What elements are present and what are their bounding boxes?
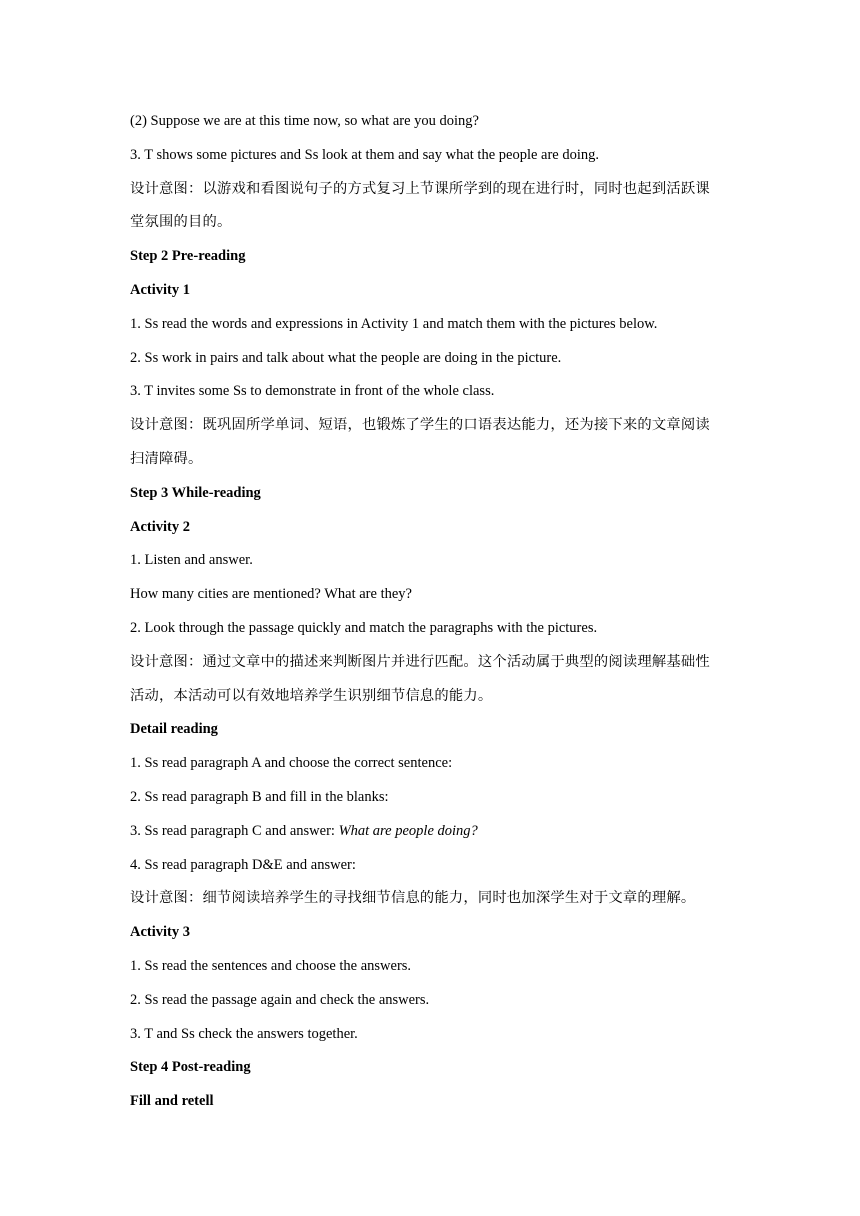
design-intent-line: 设计意图：以游戏和看图说句子的方式复习上节课所学到的现在进行时，同时也起到活跃课 <box>130 180 710 197</box>
subsection-heading: Detail reading <box>130 721 218 738</box>
text-line: 1. Ss read the words and expressions in Activity 1 and match them with the pictures below. <box>130 315 658 332</box>
activity-heading: Activity 3 <box>130 924 190 941</box>
text-line: How many cities are mentioned? What are they? <box>130 586 412 603</box>
text-line <box>130 815 740 849</box>
design-intent-line: 设计意图：通过文章中的描述来判断图片并进行匹配。这个活动属于典型的阅读理解基础性 <box>130 653 710 670</box>
text-line: 2. Look through the passage quickly and match the paragraphs with the pictures. <box>130 619 598 636</box>
document-body <box>130 105 740 1119</box>
text-line: 1. Ss read the sentences and choose the answers. <box>130 957 412 974</box>
activity-heading: Activity 2 <box>130 518 190 535</box>
design-intent-line: 堂氛围的目的。 <box>130 214 232 231</box>
design-intent-line: 扫清障碍。 <box>130 450 203 467</box>
text-line: 4. Ss read paragraph D&E and answer: <box>130 856 356 873</box>
italic-question: What are people doing? <box>338 822 478 839</box>
text-line: 2. Ss read paragraph B and fill in the blanks: <box>130 788 389 805</box>
text-line: 3. T invites some Ss to demonstrate in front of the whole class. <box>130 383 495 400</box>
section-heading: Step 3 While-reading <box>130 484 261 501</box>
activity-heading: Activity 1 <box>130 281 190 298</box>
text-line: 3. T shows some pictures and Ss look at them and say what the people are doing. <box>130 146 600 163</box>
text-line: 1. Listen and answer. <box>130 552 253 569</box>
section-heading: Step 4 Post-reading <box>130 1059 251 1076</box>
text-line: 1. Ss read paragraph A and choose the correct sentence: <box>130 755 453 772</box>
text-line-lead: 3. Ss read paragraph C and answer: <box>130 822 339 839</box>
text-line: 2. Ss work in pairs and talk about what the people are doing in the picture. <box>130 349 562 366</box>
design-intent-line: 设计意图：细节阅读培养学生的寻找细节信息的能力，同时也加深学生对于文章的理解。 <box>130 890 696 907</box>
subsection-heading: Fill and retell <box>130 1093 214 1110</box>
design-intent-line: 活动，本活动可以有效地培养学生识别细节信息的能力。 <box>130 687 493 704</box>
design-intent-line: 设计意图：既巩固所学单词、短语，也锻炼了学生的口语表达能力，还为接下来的文章阅读 <box>130 417 710 434</box>
text-line: 2. Ss read the passage again and check the answers. <box>130 991 430 1008</box>
text-line: (2) Suppose we are at this time now, so what are you doing? <box>130 113 479 129</box>
section-heading: Step 2 Pre-reading <box>130 248 246 265</box>
text-line: 3. T and Ss check the answers together. <box>130 1025 358 1042</box>
